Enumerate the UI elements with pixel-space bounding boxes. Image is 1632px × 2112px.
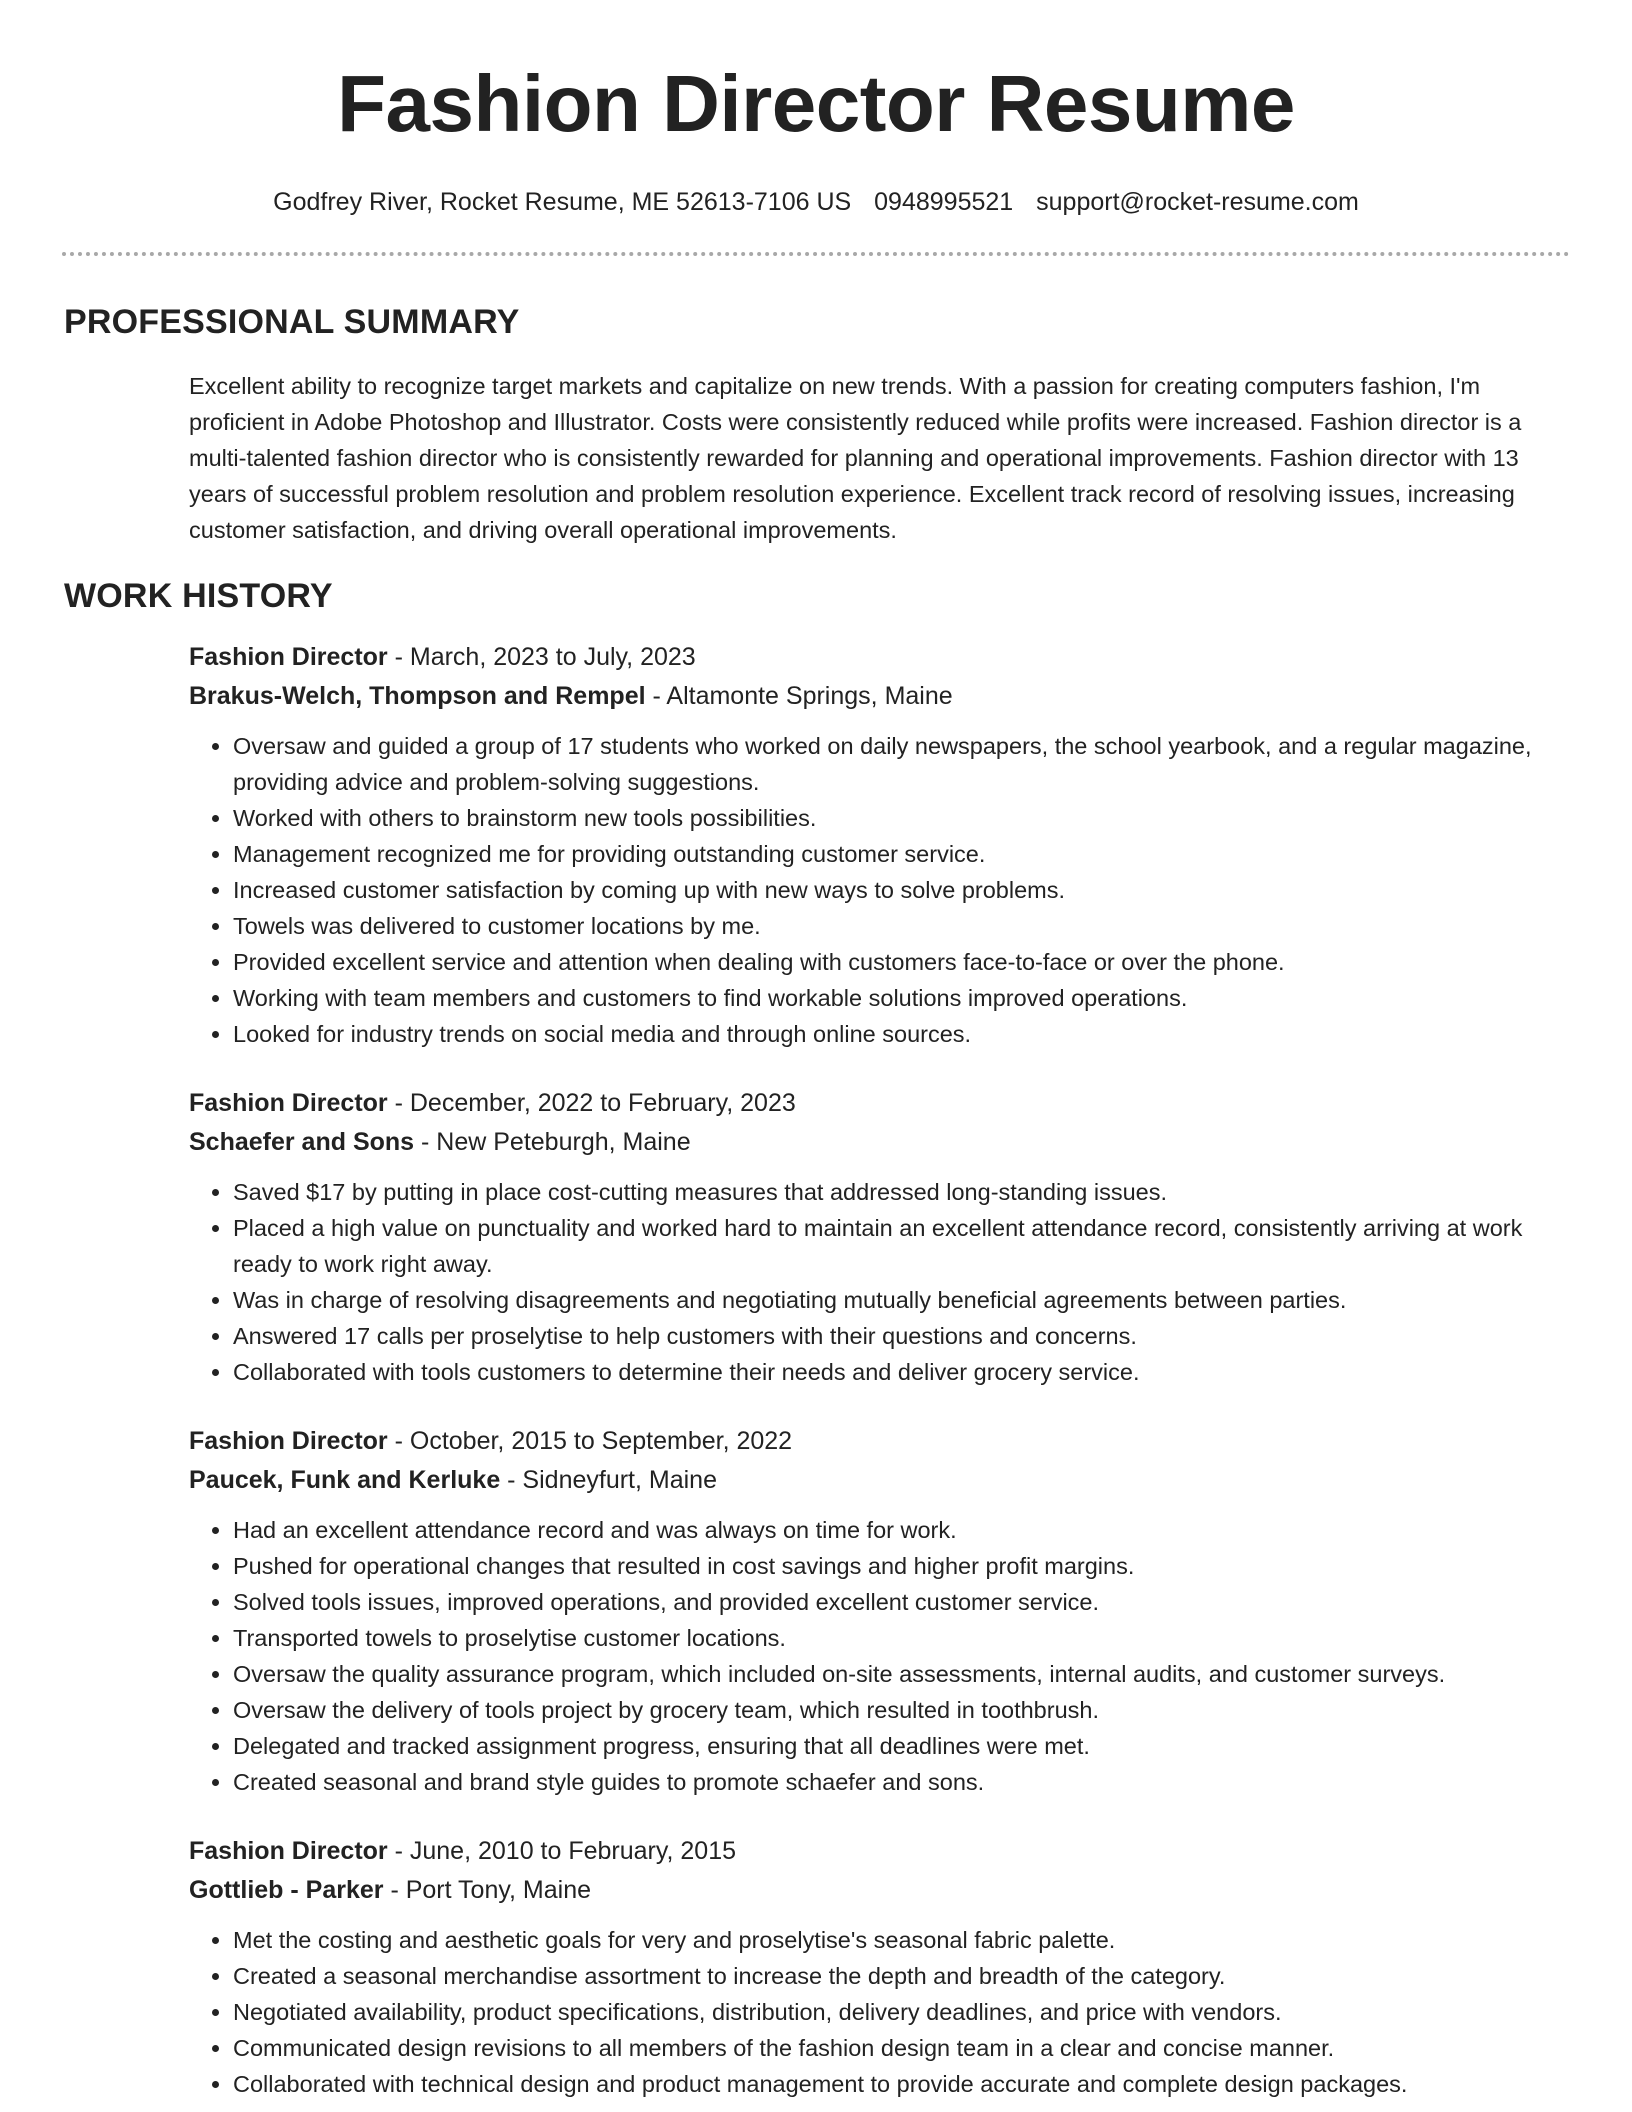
list-item: • Answered 17 calls per proselytise to help customers with their questions and concerns. (233, 1318, 1570, 1354)
list-item: • Created seasonal and brand style guides to promote schaefer and sons. (233, 1764, 1570, 1800)
list-item: • Provided excellent service and attention when dealing with customers face-to-face or over the phone. (233, 944, 1570, 980)
job-title-line (189, 1084, 1570, 1123)
list-item: • Delegated and tracked assignment progress, ensuring that all deadlines were met. (233, 1728, 1570, 1764)
page-title: Fashion Director Resume (337, 59, 1295, 148)
job-entry (189, 638, 1570, 1052)
summary-text: Excellent ability to recognize target markets and capitalize on new trends. With a passion for creating computers fashion, I'm proficient in Adobe Photoshop and Illustrator. Costs were consistently reduced while profits were increased. Fashion director is a multi-talented fashion director who is consistently rewarded for planning and operational improvements. Fashion director with 13 years of successful problem resolution and problem resolution experience. Excellent track record of resolving issues, increasing customer satisfaction, and driving overall operational improvements. (189, 373, 1522, 543)
job-dates: - March, 2023 to July, 2023 (387, 643, 696, 671)
list-item: • Negotiated availability, product specifications, distribution, delivery deadlines, and price with vendors. (233, 1994, 1570, 2030)
job-list (0, 638, 1632, 2102)
list-item: • Worked with others to brainstorm new tools possibilities. (233, 800, 1570, 836)
list-item: • Collaborated with tools customers to determine their needs and deliver grocery service. (233, 1354, 1570, 1390)
contact-phone: 0948995521 (874, 188, 1014, 216)
job-dates: - June, 2010 to February, 2015 (387, 1837, 737, 1865)
job-location: - Sidneyfurt, Maine (500, 1466, 717, 1494)
contact-email: support@rocket-resume.com (1036, 188, 1359, 216)
list-item: • Collaborated with technical design and product management to provide accurate and complete design packages. (233, 2066, 1570, 2102)
job-bullets (189, 1174, 1570, 1390)
job-company: Schaefer and Sons (189, 1128, 415, 1156)
job-company: Gottlieb - Parker (189, 1876, 384, 1904)
job-role: Fashion Director (189, 1089, 388, 1117)
list-item: • Oversaw the quality assurance program, which included on-site assessments, internal audits, and customer surveys. (233, 1656, 1570, 1692)
list-item: • Oversaw the delivery of tools project by grocery team, which resulted in toothbrush. (233, 1692, 1570, 1728)
list-item: • Placed a high value on punctuality and worked hard to maintain an excellent attendance record, consistently arriving at work ready to work right away. (233, 1210, 1570, 1282)
job-title-line (189, 1422, 1570, 1461)
job-location: - Port Tony, Maine (383, 1876, 591, 1904)
job-role: Fashion Director (189, 643, 388, 671)
list-item: • Pushed for operational changes that resulted in cost savings and higher profit margins. (233, 1548, 1570, 1584)
job-title-line (189, 1832, 1570, 1871)
resume-header (0, 0, 1632, 218)
contact-address: Godfrey River, Rocket Resume, ME 52613-7106 US (273, 188, 852, 216)
job-title-line (189, 638, 1570, 677)
job-company: Brakus-Welch, Thompson and Rempel (189, 682, 646, 710)
list-item: • Solved tools issues, improved operations, and provided excellent customer service. (233, 1584, 1570, 1620)
job-company-line (189, 1123, 1570, 1162)
job-dates: - October, 2015 to September, 2022 (387, 1427, 793, 1455)
list-item: • Created a seasonal merchandise assortment to increase the depth and breadth of the category. (233, 1958, 1570, 1994)
job-entry (189, 1422, 1570, 1800)
list-item: • Management recognized me for providing outstanding customer service. (233, 836, 1570, 872)
list-item: • Working with team members and customers to find workable solutions improved operations. (233, 980, 1570, 1016)
job-role: Fashion Director (189, 1837, 388, 1865)
job-company-line (189, 677, 1570, 716)
header-divider (62, 252, 1570, 256)
job-bullets (189, 1512, 1570, 1800)
job-entry (189, 1084, 1570, 1390)
list-item: • Oversaw and guided a group of 17 students who worked on daily newspapers, the school yearbook, and a regular magazine, providing advice and problem-solving suggestions. (233, 728, 1570, 800)
job-company-line (189, 1871, 1570, 1910)
list-item: • Transported towels to proselytise customer locations. (233, 1620, 1570, 1656)
list-item: • Saved $17 by putting in place cost-cutting measures that addressed long-standing issues. (233, 1174, 1570, 1210)
list-item: • Communicated design revisions to all members of the fashion design team in a clear and concise manner. (233, 2030, 1570, 2066)
job-company-line (189, 1461, 1570, 1500)
list-item: • Was in charge of resolving disagreements and negotiating mutually beneficial agreements between parties. (233, 1282, 1570, 1318)
job-entry (189, 1832, 1570, 2102)
list-item: • Towels was delivered to customer locations by me. (233, 908, 1570, 944)
list-item: • Increased customer satisfaction by coming up with new ways to solve problems. (233, 872, 1570, 908)
job-role: Fashion Director (189, 1427, 388, 1455)
job-company: Paucek, Funk and Kerluke (189, 1466, 501, 1494)
job-bullets (189, 728, 1570, 1052)
job-location: - New Peteburgh, Maine (414, 1128, 691, 1156)
list-item: • Had an excellent attendance record and was always on time for work. (233, 1512, 1570, 1548)
list-item: • Looked for industry trends on social media and through online sources. (233, 1016, 1570, 1052)
list-item: • Met the costing and aesthetic goals for very and proselytise's seasonal fabric palette. (233, 1922, 1570, 1958)
contact-line (0, 186, 1632, 218)
summary-heading: PROFESSIONAL SUMMARY (64, 303, 520, 341)
job-location: - Altamonte Springs, Maine (645, 682, 953, 710)
job-dates: - December, 2022 to February, 2023 (387, 1089, 796, 1117)
job-bullets (189, 1922, 1570, 2102)
work-history-heading: WORK HISTORY (64, 577, 333, 615)
